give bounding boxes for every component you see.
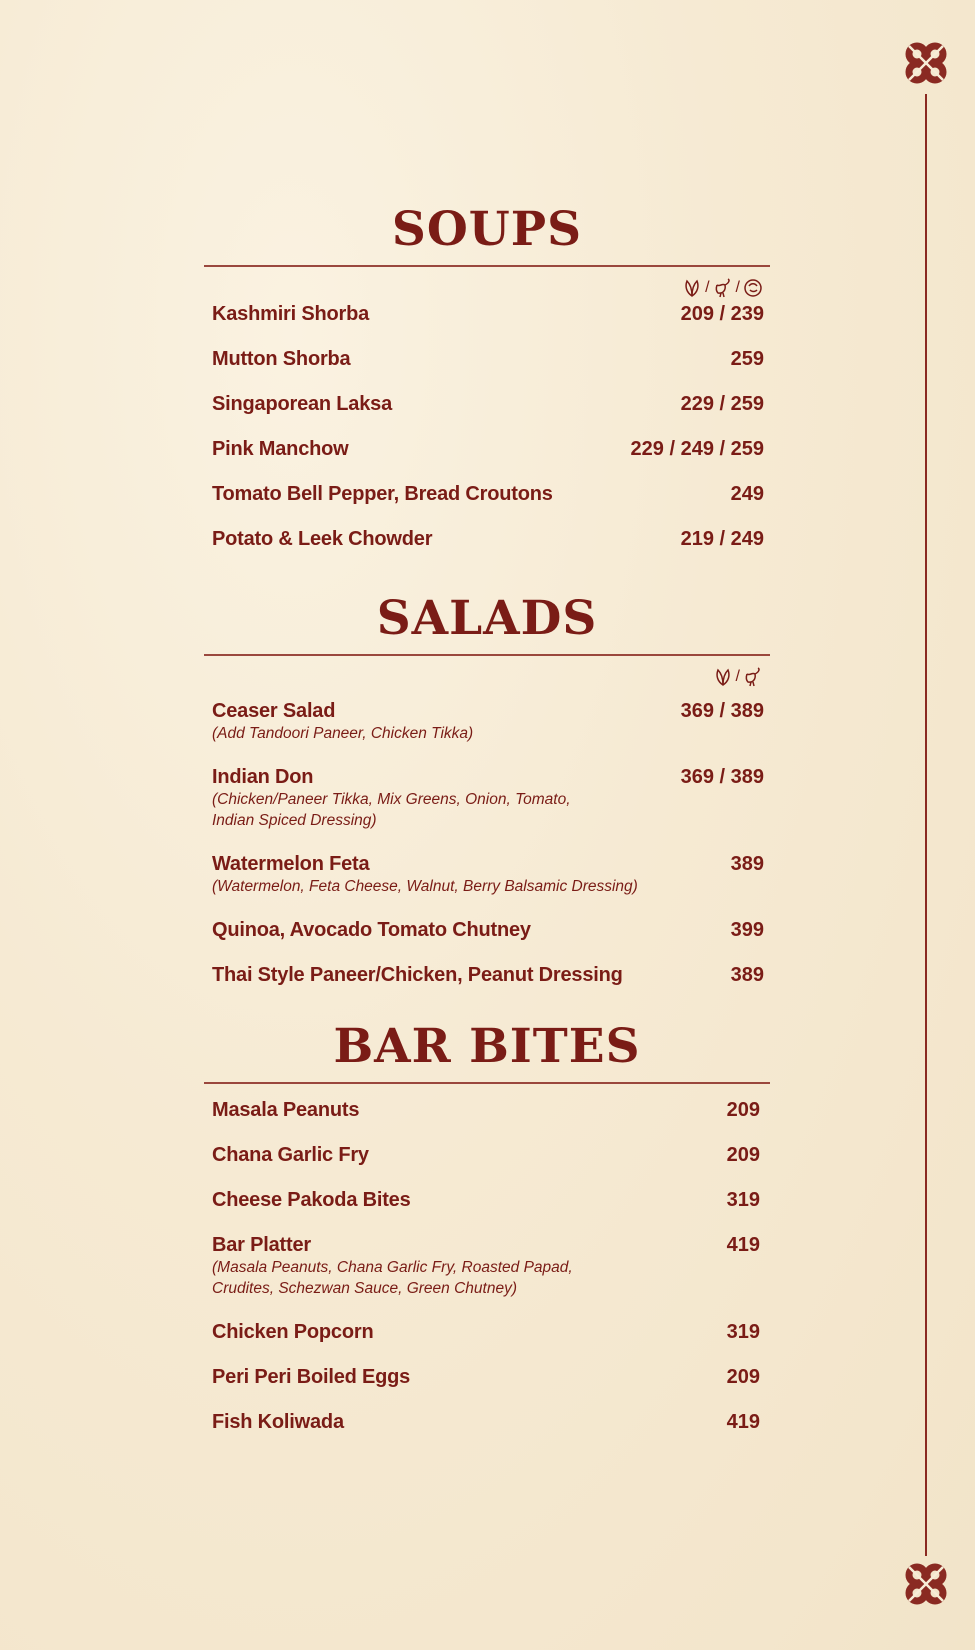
menu-item [204,1144,770,1167]
menu-item [204,483,770,506]
item-name: Thai Style Paneer/Chicken, Peanut Dressing [212,964,623,986]
item-name: Chana Garlic Fry [212,1144,369,1166]
item-price: 399 [730,919,764,941]
item-name: Singaporean Laksa [212,393,392,415]
item-price: 229 / 249 / 259 [630,438,764,460]
diet-icons: / / [204,277,770,303]
menu-item [204,438,770,461]
menu-item [204,393,770,416]
menu-item [204,964,770,987]
section-divider [204,265,770,267]
chicken-icon [742,666,764,688]
menu-item [204,348,770,371]
item-price: 419 [726,1234,760,1256]
item-name: Cheese Pakoda Bites [212,1189,411,1211]
item-price: 389 [730,964,764,986]
item-name: Fish Koliwada [212,1411,344,1433]
veg-icon [681,277,703,299]
item-price: 369 / 389 [680,766,764,788]
salads-section [204,591,770,987]
knot-ornament-icon [903,1561,949,1607]
item-name: Potato & Leek Chowder [212,528,433,550]
menu-item [204,1321,770,1344]
item-price: 369 / 389 [680,700,764,722]
item-name: Masala Peanuts [212,1099,360,1121]
item-description: (Chicken/Paneer Tikka, Mix Greens, Onion, Tomato, Indian Spiced Dressing) [212,791,571,829]
item-price: 419 [726,1411,760,1433]
item-name: Indian Don [212,766,314,788]
section-divider [204,654,770,656]
item-price: 389 [730,853,764,875]
item-description: (Add Tandoori Paneer, Chicken Tikka) [212,725,474,742]
vertical-divider [925,94,927,1556]
item-name: Kashmiri Shorba [212,303,370,325]
item-name: Peri Peri Boiled Eggs [212,1366,411,1388]
item-name: Watermelon Feta [212,853,370,875]
soups-section [204,202,770,551]
item-price: 319 [726,1189,760,1211]
mutton-icon [742,277,764,299]
menu-item [204,303,770,326]
bar-bites-section [204,1019,770,1434]
item-price: 219 / 249 [680,528,764,550]
menu-item [204,1366,770,1389]
menu-item [204,1411,770,1434]
item-description: (Masala Peanuts, Chana Garlic Fry, Roasted Papad, Crudites, Schezwan Sauce, Green Chutney) [212,1259,573,1297]
item-price: 229 / 259 [680,393,764,415]
item-description: (Watermelon, Feta Cheese, Walnut, Berry Balsamic Dressing) [212,878,638,895]
menu-item [204,919,770,942]
menu-item [204,853,770,897]
menu-item [204,1099,770,1122]
item-name: Ceaser Salad [212,700,336,722]
item-price: 249 [730,483,764,505]
section-title: SALADS [376,591,598,646]
item-price: 209 [726,1099,760,1121]
menu-item [204,528,770,551]
item-name: Tomato Bell Pepper, Bread Croutons [212,483,553,505]
item-price: 319 [726,1321,760,1343]
item-price: 259 [730,348,764,370]
section-divider [204,1082,770,1084]
item-name: Chicken Popcorn [212,1321,374,1343]
section-title: SOUPS [391,202,583,257]
menu-item [204,766,770,831]
item-price: 209 [726,1144,760,1166]
menu-item [204,700,770,744]
section-title: BAR BITES [333,1019,641,1074]
menu-item [204,1189,770,1212]
item-name: Bar Platter [212,1234,311,1256]
item-name: Quinoa, Avocado Tomato Chutney [212,919,531,941]
item-name: Pink Manchow [212,438,349,460]
menu-item [204,1234,770,1299]
item-price: 209 [726,1366,760,1388]
item-name: Mutton Shorba [212,348,351,370]
veg-icon [712,666,734,688]
item-price: 209 / 239 [680,303,764,325]
chicken-icon [712,277,734,299]
knot-ornament-icon [903,40,949,86]
diet-icons: / [204,666,770,692]
